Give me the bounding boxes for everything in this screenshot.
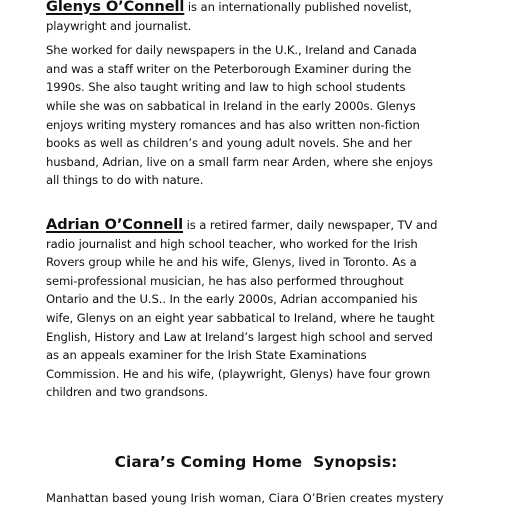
adrian-bio-line: English, History and Law at Ireland’s largest high school and served [46,329,433,344]
adrian-bio-line: as an appeals examiner for the Irish State Examinations [46,348,367,363]
adrian-name-heading: Adrian O’Connell [46,216,184,233]
adrian-bio-paragraph [46,216,486,402]
adrian-bio-line: wife, Glenys on an eight year sabbatical to Ireland, where he taught [46,310,435,325]
adrian-bio-line: Commission. He and his wife, (playwright, Glenys) have four grown [46,366,431,381]
glenys-bio-line: while she was on sabbatical in Ireland in the early 2000s. Glenys [46,98,416,113]
glenys-intro-text: is an internationally published novelist, [184,0,412,14]
adrian-bio-line: Rovers group while he and his wife, Glenys, lived in Toronto. As a [46,255,417,270]
glenys-bio-intro-line [46,0,486,17]
adrian-bio-line: Ontario and the U.S.. In the early 2000s, Adrian accompanied his [46,292,418,307]
glenys-bio-line: 1990s. She also taught writing and law to high school students [46,80,406,95]
cut-off-text-line [46,506,460,512]
glenys-bio-line: husband, Adrian, live on a small farm near Arden, where she enjoys [46,154,433,169]
glenys-bio-line: She worked for daily newspapers in the U.K., Ireland and Canada [46,43,417,58]
synopsis-first-line: Manhattan based young Irish woman, Ciara O’Brien creates mystery [46,491,444,505]
glenys-bio-line: enjoys writing mystery romances and has also written non-fiction [46,117,420,132]
glenys-bio-line: all things to do with nature. [46,173,204,188]
glenys-name-heading: Glenys O’Connell [46,0,185,15]
glenys-bio-paragraph [46,0,486,190]
synopsis-heading: Ciara’s Coming Home Synopsis: [114,453,398,471]
adrian-bio-line: children and two grandsons. [46,385,208,400]
adrian-bio-line: radio journalist and high school teacher, who worked for the Irish [46,236,418,251]
adrian-bio-intro-line [46,216,486,235]
glenys-bio-line: books as well as children’s and young adult novels. She and her [46,136,412,151]
glenys-bio-line: and was a staff writer on the Peterborough Examiner during the [46,61,412,76]
adrian-intro-text: is a retired farmer, daily newspaper, TV and [183,218,438,232]
adrian-bio-line: semi-professional musician, he has also performed throughout [46,273,404,288]
glenys-bio-line: playwright and journalist. [46,18,192,33]
